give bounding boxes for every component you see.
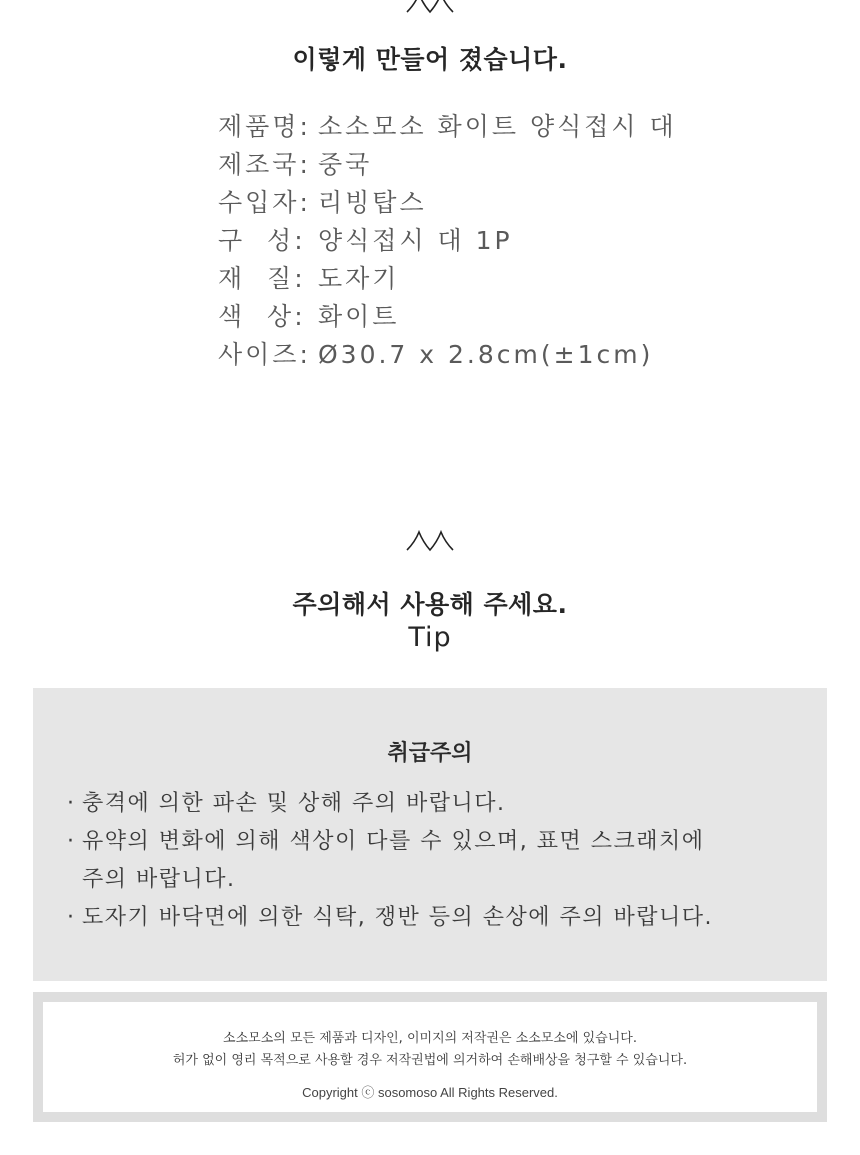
bullet: ·: [67, 905, 76, 930]
spec-label: 제조국:: [218, 150, 311, 179]
spec-row-material: [218, 260, 677, 298]
copyright-frame: [33, 992, 827, 1122]
spec-value: 중국: [318, 150, 373, 179]
spec-label: 제품명:: [218, 112, 311, 141]
care-item-text: 충격에 의한 파손 및 상해 주의 바랍니다.: [82, 791, 506, 816]
copyright-line-2: 허가 없이 영리 목적으로 사용할 경우 저작권법에 의거하여 손해배상을 청구할 수 있습니다.: [172, 1053, 688, 1068]
care-item-text: 주의 바랍니다.: [82, 867, 236, 892]
care-item: [67, 785, 713, 823]
spec-value: 소소모소 화이트 양식접시 대: [318, 112, 677, 141]
spec-value: 리빙탑스: [318, 188, 427, 217]
bullet: ·: [67, 791, 76, 816]
spec-label: 수입자:: [218, 188, 311, 217]
care-notice-box: [33, 688, 827, 981]
spec-row-composition: [218, 222, 677, 260]
spec-value: Ø30.7 x 2.8cm(±1cm): [318, 340, 654, 369]
spec-value: 도자기: [318, 264, 400, 293]
tip-label: Tip: [408, 622, 452, 653]
copyright-line-1: 소소모소의 모든 제품과 디자인, 이미지의 저작권은 소소모소에 있습니다.: [223, 1031, 637, 1046]
spec-label: 재 질:: [218, 264, 306, 293]
bullet: ·: [67, 829, 76, 854]
spec-row-importer: [218, 184, 677, 222]
care-item: [67, 823, 713, 861]
copyright-rights: Copyright ⓒ sosomoso All Rights Reserved.: [302, 1085, 558, 1100]
care-item-text: 유약의 변화에 의해 색상이 다를 수 있으며, 표면 스크래치에: [82, 829, 705, 854]
spec-value: 화이트: [318, 302, 400, 331]
care-item-continuation: [67, 861, 713, 899]
care-list: [67, 785, 713, 937]
care-item: [67, 899, 713, 937]
care-title: 취급주의: [387, 741, 473, 766]
decorative-wave-icon-top: [0, 0, 860, 14]
spec-row-size: [218, 336, 677, 374]
spec-label: 구 성:: [218, 226, 306, 255]
decorative-wave-icon: [0, 530, 860, 552]
spec-value: 양식접시 대 1P: [318, 226, 513, 255]
made-heading: 이렇게 만들어 졌습니다.: [292, 45, 568, 74]
spec-row-color: [218, 298, 677, 336]
spec-row-origin: [218, 146, 677, 184]
copyright-box: [43, 1002, 817, 1112]
spec-row-name: [218, 108, 677, 146]
caution-heading: 주의해서 사용해 주세요.: [292, 590, 568, 619]
care-item-text: 도자기 바닥면에 의한 식탁, 쟁반 등의 손상에 주의 바랍니다.: [82, 905, 713, 930]
spec-list: [218, 108, 677, 374]
spec-label: 색 상:: [218, 302, 306, 331]
spec-label: 사이즈:: [218, 340, 311, 369]
